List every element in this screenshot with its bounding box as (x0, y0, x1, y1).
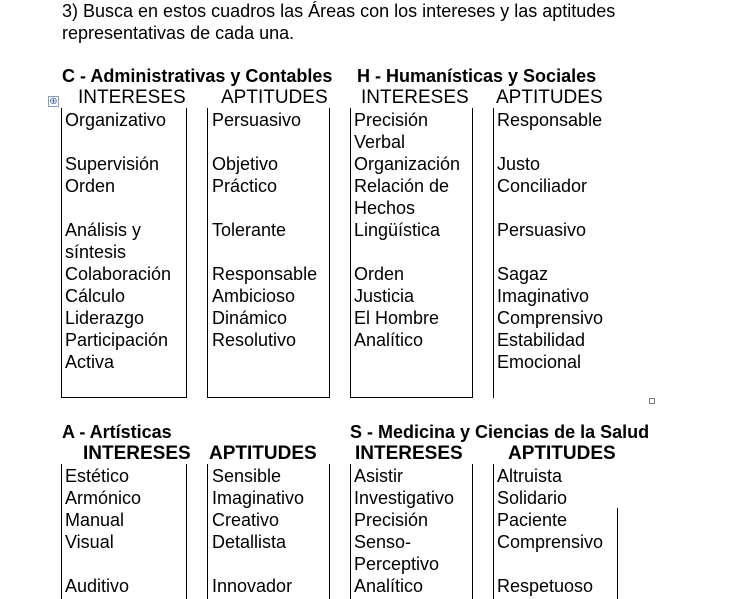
h-aptitudes-list (497, 109, 603, 373)
list-item: Organizativo (65, 110, 167, 130)
list-item: Paciente (497, 510, 568, 530)
list-item: Precisión (354, 110, 429, 130)
list-item: Ambicioso (212, 286, 296, 306)
list-item: Sensible (212, 466, 282, 486)
list-item (497, 131, 603, 153)
list-item: Analítico (354, 576, 424, 596)
list-item: Sagaz (497, 264, 549, 284)
list-item (354, 241, 460, 263)
list-item: Lingüística (354, 220, 441, 240)
list-item: Organización (354, 154, 461, 174)
list-item: Comprensivo (497, 532, 604, 552)
list-item: Análisis y (65, 220, 142, 240)
list-item: Manual (65, 510, 125, 530)
instruction-line-2: representativas de cada una. (62, 23, 295, 43)
list-item: Conciliador (497, 176, 588, 196)
header-a-intereses: INTERESES (83, 443, 191, 464)
list-item: Persuasivo (497, 220, 587, 240)
section-title-c: C - Administrativas y Contables (62, 66, 333, 86)
list-item: Asistir (354, 466, 403, 486)
list-item: Comprensivo (497, 308, 604, 328)
list-item: Investigativo (354, 488, 455, 508)
section-title-s: S - Medicina y Ciencias de la Salud (350, 422, 650, 442)
list-item: Orden (65, 176, 116, 196)
list-item: síntesis (65, 242, 127, 262)
list-item (497, 197, 603, 219)
list-item (65, 131, 171, 153)
list-item: Imaginativo (212, 488, 305, 508)
list-item: Analítico (354, 330, 424, 350)
h-intereses-list (354, 109, 460, 373)
list-item: Justo (497, 154, 541, 174)
list-item: Detallista (212, 532, 287, 552)
header-h-aptitudes: APTITUDES (496, 87, 603, 108)
a-intereses-list (65, 465, 141, 597)
list-item (497, 241, 603, 263)
list-item: Estabilidad (497, 330, 586, 350)
list-item: Relación de (354, 176, 450, 196)
list-item: Dinámico (212, 308, 288, 328)
list-item (212, 351, 317, 373)
list-item: Orden (354, 264, 405, 284)
list-item (65, 197, 171, 219)
header-h-intereses: INTERESES (361, 87, 469, 108)
list-item (212, 131, 317, 153)
list-item: El Hombre (354, 308, 440, 328)
list-item: Estético (65, 466, 130, 486)
list-item (354, 351, 460, 373)
c-aptitudes-list (212, 109, 317, 373)
list-item: Responsable (497, 110, 603, 130)
list-item: Justicia (354, 286, 415, 306)
list-item: Objetivo (212, 154, 279, 174)
list-item: Tolerante (212, 220, 287, 240)
list-item: Respetuoso (497, 576, 594, 596)
list-item: Persuasivo (212, 110, 302, 130)
list-item: Responsable (212, 264, 318, 284)
table-move-handle-icon[interactable]: ⊕ (49, 96, 58, 107)
list-item (212, 197, 317, 219)
a-aptitudes-list (212, 465, 304, 597)
list-item: Imaginativo (497, 286, 590, 306)
list-item (65, 553, 141, 575)
list-item: Visual (65, 532, 114, 552)
list-item: Supervisión (65, 154, 160, 174)
list-item: Creativo (212, 510, 280, 530)
list-item: Solidario (497, 488, 568, 508)
table-resize-handle-icon[interactable] (649, 398, 655, 404)
header-s-intereses: INTERESES (355, 443, 463, 464)
s-intereses-list (354, 465, 454, 597)
list-item (212, 241, 317, 263)
list-item: Liderazgo (65, 308, 145, 328)
list-item: Innovador (212, 576, 293, 596)
header-c-aptitudes: APTITUDES (221, 87, 328, 108)
header-c-intereses: INTERESES (78, 87, 186, 108)
list-item: Colaboración (65, 264, 172, 284)
instruction-line-1: 3) Busca en estos cuadros las Áreas con los intereses y las aptitudes (62, 1, 616, 21)
list-item: Altruista (497, 466, 563, 486)
s-aptitudes-list (497, 465, 603, 597)
list-item: Resolutivo (212, 330, 297, 350)
c-intereses-list (65, 109, 171, 373)
header-s-aptitudes: APTITUDES (508, 443, 616, 464)
list-item: Activa (65, 352, 115, 372)
list-item: Perceptivo (354, 554, 440, 574)
list-item (497, 553, 603, 575)
section-title-h: H - Humanísticas y Sociales (357, 66, 597, 86)
list-item: Práctico (212, 176, 278, 196)
list-item: Cálculo (65, 286, 126, 306)
list-item: Auditivo (65, 576, 130, 596)
list-item: Participación (65, 330, 169, 350)
list-item: Verbal (354, 132, 406, 152)
header-a-aptitudes: APTITUDES (209, 443, 317, 464)
list-item: Hechos (354, 198, 416, 218)
list-item: Armónico (65, 488, 142, 508)
list-item: Precisión (354, 510, 429, 530)
list-item: Senso- (354, 532, 412, 552)
list-item (212, 553, 304, 575)
section-title-a: A - Artísticas (62, 422, 172, 442)
list-item: Emocional (497, 352, 582, 372)
